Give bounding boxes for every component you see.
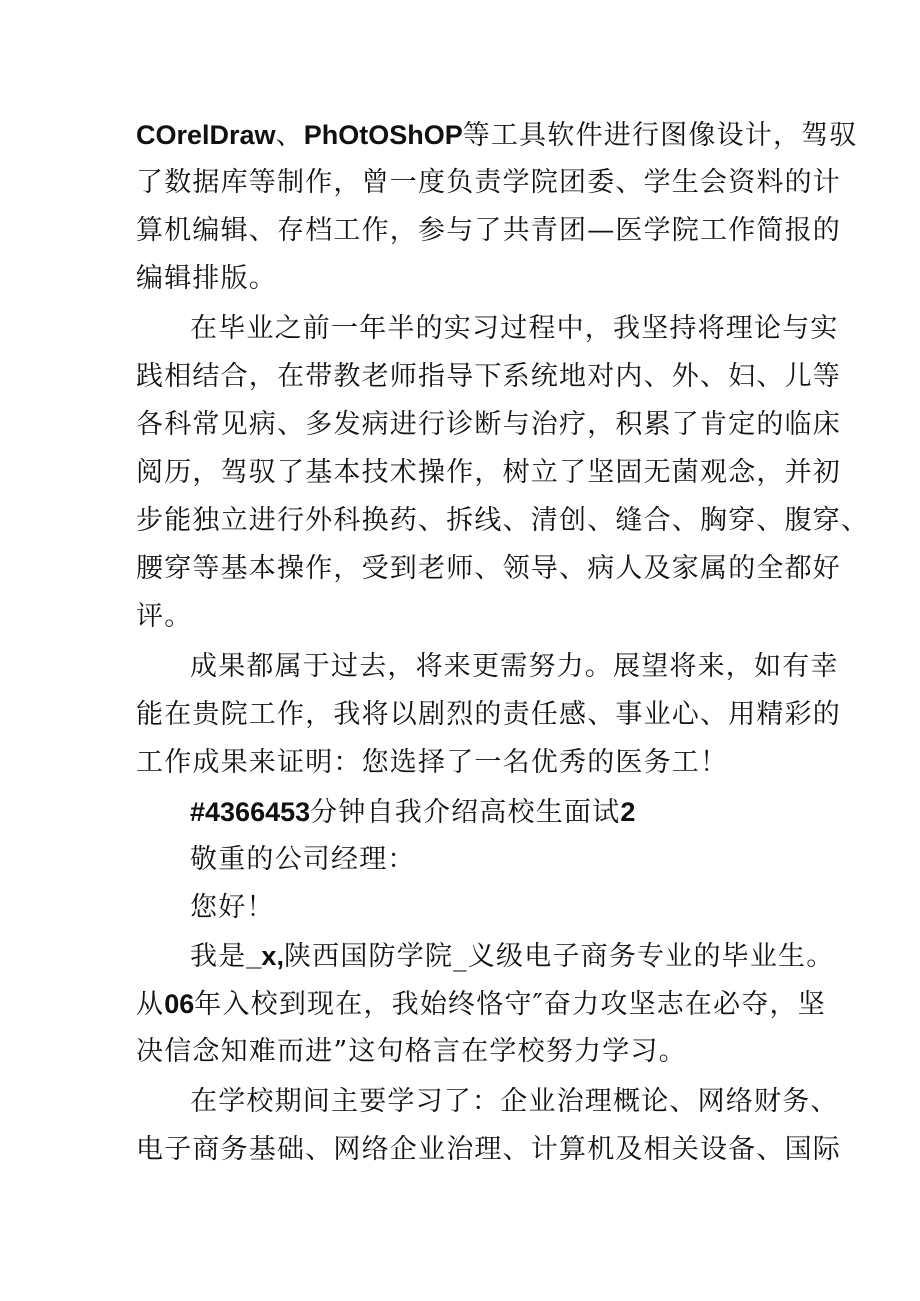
paragraph-3-line-2: 能在贵院工作，我将以剧烈的责任感、事业心、用精彩的	[136, 699, 841, 730]
greeting: 您好！	[190, 892, 275, 923]
paragraph-5-line-2: 电子商务基础、网络企业治理、计算机及相关设备、国际	[136, 1134, 841, 1165]
paragraph-2-line-5: 步能独立进行外科换药、拆线、清创、缝合、胸穿、腹穿、	[136, 505, 870, 536]
software-name-photoshop: PhOtOShOP	[303, 120, 463, 150]
paragraph-4-line-3: 决信念知难而进”这句格言在学校努力学习。	[136, 1036, 687, 1067]
paragraph-3-line-3: 工作成果来证明：您选择了一名优秀的医务工！	[136, 747, 729, 778]
paragraph-2-line-6: 腰穿等基本操作，受到老师、领导、病人及家属的全都好	[136, 553, 841, 584]
paragraph-5-line-1: 在学校期间主要学习了：企业治理概论、网络财务、	[190, 1086, 839, 1117]
software-name-coreldraw: COrelDraw	[136, 120, 276, 150]
paragraph-1-line-1: COrelDraw、PhOtOShOP等工具软件进行图像设计，驾驭	[136, 120, 858, 151]
paragraph-4-line-2: 从06年入校到现在，我始终恪守″奋力攻坚志在必夺，坚	[136, 989, 826, 1020]
paragraph-1-line-4: 编辑排版。	[136, 263, 277, 294]
paragraph-3-line-1: 成果都属于过去，将来更需努力。展望将来，如有幸	[190, 651, 839, 682]
paragraph-2-line-3: 各科常见病、多发病进行诊断与治疗，积累了肯定的临床	[136, 409, 841, 440]
paragraph-1-line-3: 算机编辑、存档工作，参与了共青团—医学院工作简报的	[136, 215, 841, 246]
salutation: 敬重的公司经理：	[190, 844, 416, 875]
paragraph-2-line-1: 在毕业之前一年半的实习过程中，我坚持将理论与实	[190, 313, 839, 344]
section-heading: #4366453分钟自我介绍高校生面试2	[190, 797, 636, 828]
paragraph-2-line-4: 阅历，驾驭了基本技术操作，树立了坚固无菌观念，并初	[136, 457, 841, 488]
paragraph-2-line-2: 践相结合，在带教老师指导下系统地对内、外、妇、儿等	[136, 361, 841, 392]
paragraph-1-line-2: 了数据库等制作，曾一度负责学院团委、学生会资料的计	[136, 167, 841, 198]
paragraph-4-line-1: 我是_x,陕西国防学院_义级电子商务专业的毕业生。	[190, 941, 835, 972]
paragraph-2-line-7: 评。	[136, 601, 193, 632]
